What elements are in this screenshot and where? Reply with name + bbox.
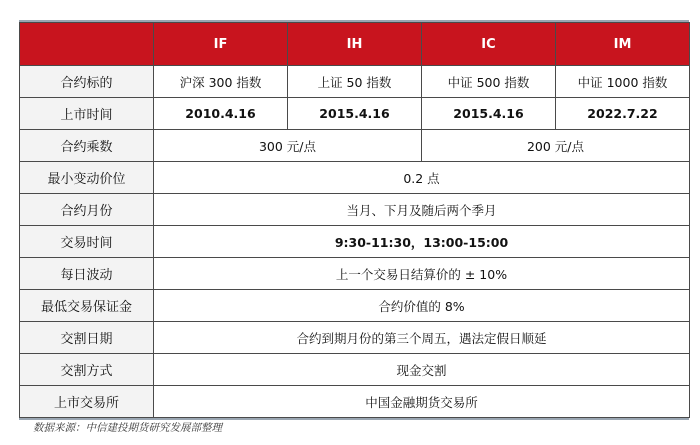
- table-row: [20, 66, 690, 98]
- source-caption: 数据来源：中信建投期货研究发展部整理: [33, 422, 222, 434]
- table-row: [20, 386, 690, 418]
- table-cell: 中证 1000 指数: [556, 66, 690, 98]
- table-row: [20, 354, 690, 386]
- table-cell: 中国金融期货交易所: [154, 386, 690, 418]
- table-cell: 上一个交易日结算价的 ± 10%: [154, 258, 690, 290]
- table-cell: 合约价值的 8%: [154, 290, 690, 322]
- row-label: 交割方式: [20, 354, 154, 386]
- row-label: 上市交易所: [20, 386, 154, 418]
- header-if: IF: [154, 23, 288, 66]
- row-label: 上市时间: [20, 98, 154, 130]
- row-label: 每日波动: [20, 258, 154, 290]
- row-label: 交易时间: [20, 226, 154, 258]
- table-cell: 现金交割: [154, 354, 690, 386]
- table-cell: 2022.7.22: [556, 98, 690, 130]
- row-label: 合约乘数: [20, 130, 154, 162]
- table-row: [20, 130, 690, 162]
- header-ic: IC: [422, 23, 556, 66]
- header-corner-cell: [20, 23, 154, 66]
- table-cell: 200 元/点: [422, 130, 690, 162]
- table-header-row: [20, 23, 690, 66]
- table-row: [20, 258, 690, 290]
- table-cell: 中证 500 指数: [422, 66, 556, 98]
- table-cell: 0.2 点: [154, 162, 690, 194]
- table-cell: 9:30-11:30，13:00-15:00: [154, 226, 690, 258]
- spec-table: [19, 22, 690, 418]
- row-label: 最低交易保证金: [20, 290, 154, 322]
- table-row: [20, 98, 690, 130]
- table-row: [20, 194, 690, 226]
- row-label: 合约标的: [20, 66, 154, 98]
- table-cell: 上证 50 指数: [288, 66, 422, 98]
- futures-spec-table: [19, 20, 689, 420]
- header-ih: IH: [288, 23, 422, 66]
- table-row: [20, 162, 690, 194]
- table-cell: 2015.4.16: [288, 98, 422, 130]
- row-label: 最小变动价位: [20, 162, 154, 194]
- table-cell: 合约到期月份的第三个周五，遇法定假日顺延: [154, 322, 690, 354]
- table-row: [20, 226, 690, 258]
- table-cell: 当月、下月及随后两个季月: [154, 194, 690, 226]
- table-cell: 300 元/点: [154, 130, 422, 162]
- table-cell: 沪深 300 指数: [154, 66, 288, 98]
- table-row: [20, 322, 690, 354]
- table-cell: 2015.4.16: [422, 98, 556, 130]
- row-label: 合约月份: [20, 194, 154, 226]
- row-label: 交割日期: [20, 322, 154, 354]
- table-cell: 2010.4.16: [154, 98, 288, 130]
- table-row: [20, 290, 690, 322]
- header-im: IM: [556, 23, 690, 66]
